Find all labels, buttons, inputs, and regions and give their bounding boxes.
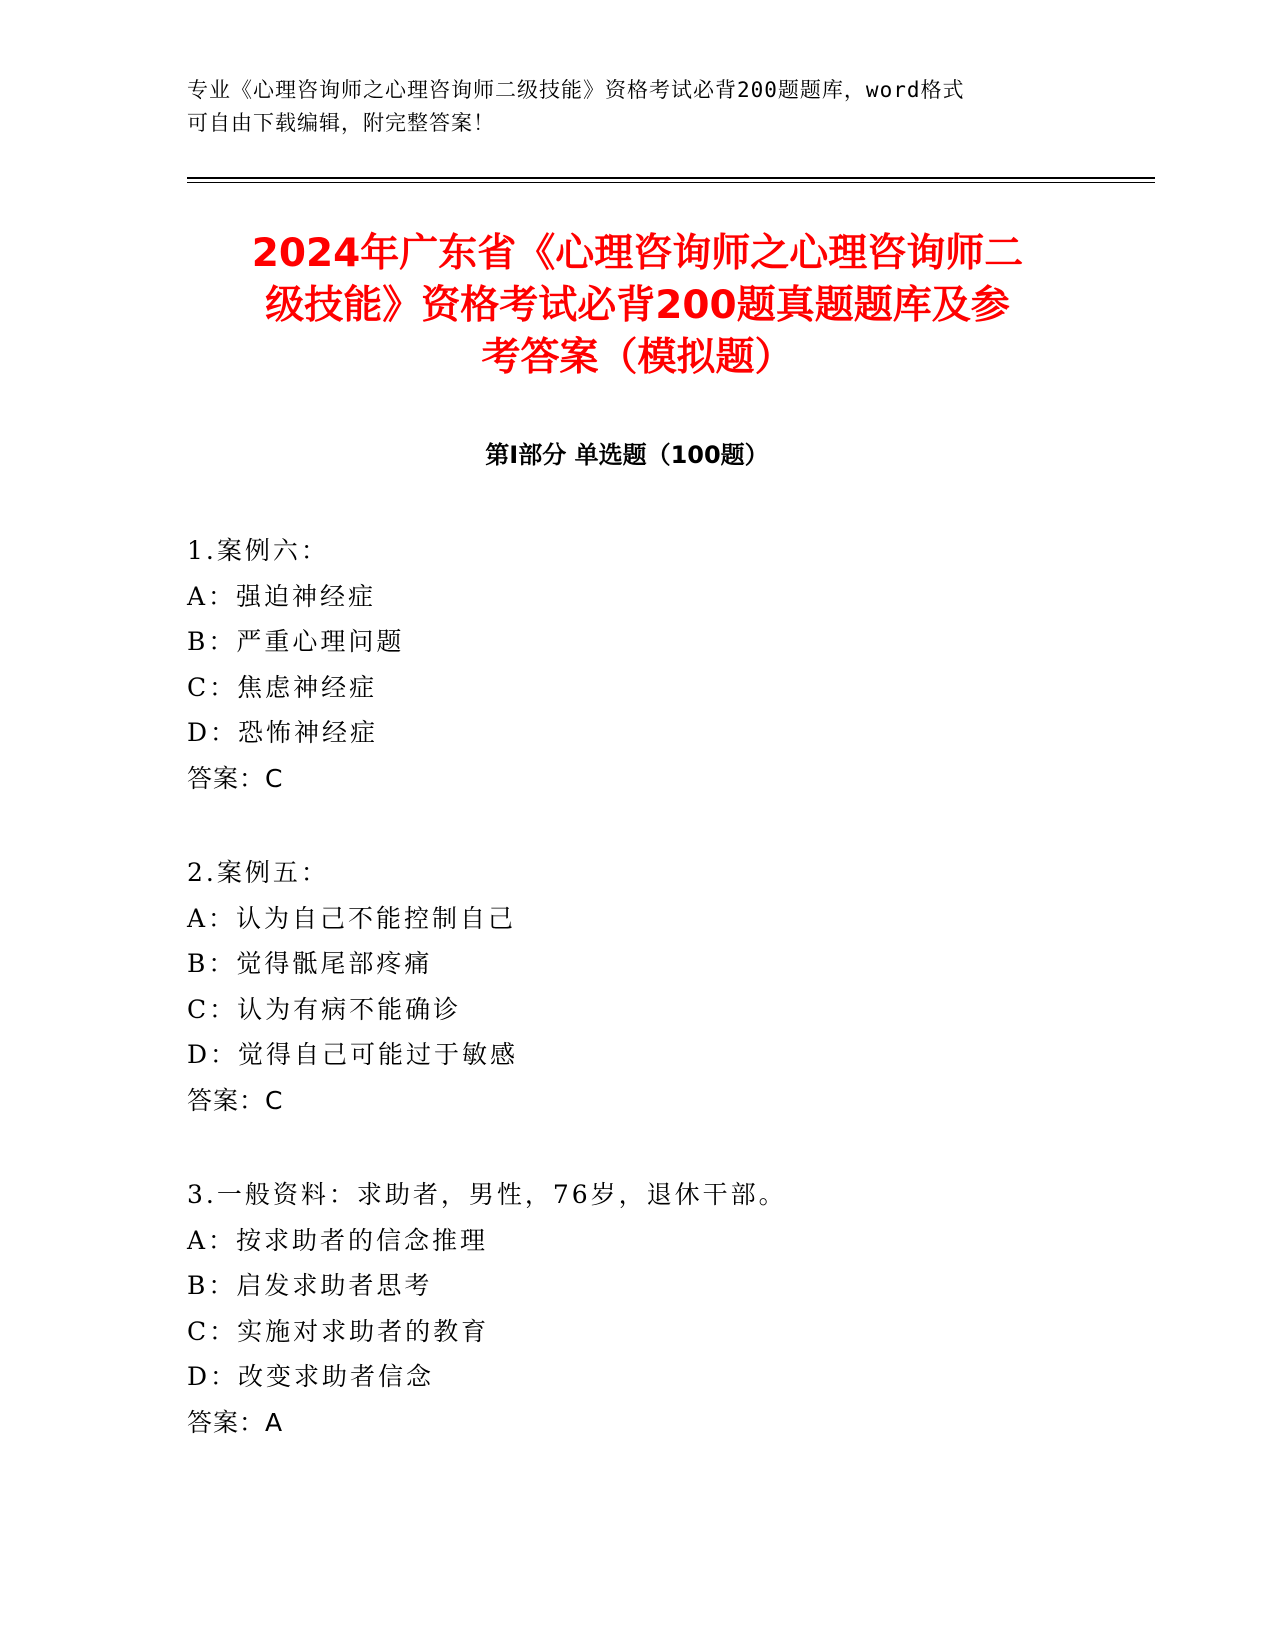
answer-label: 答案： xyxy=(187,1407,266,1437)
header-divider-thick xyxy=(187,177,1155,179)
answer-value: C xyxy=(265,763,284,793)
option-b: B：启发求助者思考 xyxy=(187,1271,433,1300)
option-b: B：严重心理问题 xyxy=(187,627,405,656)
question-item xyxy=(187,850,1087,1123)
answer-line xyxy=(187,1078,1087,1124)
section-heading: 第Ⅰ部分 单选题（100题） xyxy=(485,441,769,469)
answer-value: C xyxy=(265,1085,284,1115)
answer-label: 答案： xyxy=(187,1085,266,1115)
option-a: A：按求助者的信念推理 xyxy=(187,1225,489,1255)
question-stem: 2.案例五： xyxy=(187,858,329,887)
header-divider-thin xyxy=(187,182,1155,183)
option-a: A：强迫神经症 xyxy=(187,581,377,611)
question-item xyxy=(187,1172,1087,1445)
header-note-line-1: 专业《心理咨询师之心理咨询师二级技能》资格考试必背200题题库，word格式 xyxy=(187,78,965,102)
header-note-line-2: 可自由下载编辑，附完整答案！ xyxy=(187,111,495,135)
question-stem: 1.案例六： xyxy=(187,536,329,565)
title-line-2: 级技能》资格考试必背200题真题题库及参 xyxy=(265,283,1010,328)
question-item xyxy=(187,528,1087,801)
option-a: A：认为自己不能控制自己 xyxy=(187,903,517,933)
option-d: D：觉得自己可能过于敏感 xyxy=(187,1040,519,1069)
option-c: C：焦虑神经症 xyxy=(187,672,378,702)
answer-line xyxy=(187,756,1087,802)
question-stem: 3.一般资料：求助者，男性，76岁，退休干部。 xyxy=(187,1180,787,1209)
header-note xyxy=(187,74,1077,140)
option-d: D：改变求助者信念 xyxy=(187,1362,435,1391)
answer-label: 答案： xyxy=(187,763,266,793)
answer-line xyxy=(187,1400,1087,1446)
option-b: B：觉得骶尾部疼痛 xyxy=(187,949,433,978)
title-line-1: 2024年广东省《心理咨询师之心理咨询师二 xyxy=(251,231,1024,276)
option-c: C：认为有病不能确诊 xyxy=(187,994,462,1024)
option-d: D：恐怖神经症 xyxy=(187,718,379,747)
title-line-3: 考答案（模拟题） xyxy=(481,335,794,380)
option-c: C：实施对求助者的教育 xyxy=(187,1316,490,1346)
answer-value: A xyxy=(265,1407,284,1437)
document-title xyxy=(160,228,1115,384)
